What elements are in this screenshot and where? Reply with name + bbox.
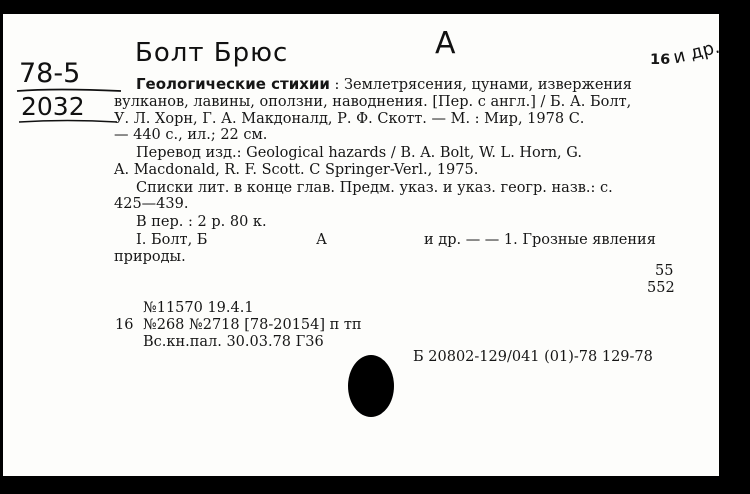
tracing-cont: природы. [114,249,186,265]
desc-line-2: вулканов, лавины, оползни, наводнения. [Пер. с англ.] / Б. А. Болт, [114,94,632,110]
tracing-rest: и др. — — 1. Грозные явления [424,232,656,248]
desc-line-6: A. Macdonald, R. F. Scott. C Springer-Verl., 1975. [114,162,479,178]
call-number-bottom-underline [17,118,127,126]
tracing-author: I. Болт, Б [136,232,208,248]
tracing-a: А [316,232,327,248]
punch-hole [348,355,394,417]
desc-line-4: — 440 с., ил.; 22 см. [114,127,268,143]
library-line: Вс.кн.пал. 30.03.78 Г36 [143,334,324,350]
call-number-bottom: 2032 [21,92,85,121]
class-number-2: 552 [647,280,675,296]
bbk-code: Б 20802-129/041 (01)-78 129-78 [413,349,653,365]
desc-line-8: 425—439. [114,196,189,212]
title-line [136,76,632,93]
title-rest: : Землетрясения, цунами, извержения [329,77,632,93]
desc-line-7: Списки лит. в конце глав. Предм. указ. и указ. геогр. назв.: с. [136,180,613,196]
letter-mark: A [435,26,456,61]
others-mark: и др. [671,36,722,69]
title-bold: Геологические стихии [136,75,330,93]
bottom-number: 16 [115,317,134,333]
author-handwritten: Болт Брюс [135,38,289,68]
order-number: №11570 19.4.1 [143,300,254,316]
price: В пер. : 2 р. 80 к. [136,214,267,230]
corner-number: 16 [650,52,671,68]
card-numbers: №268 №2718 [78-20154] п тп [143,317,362,333]
catalog-card [3,14,722,476]
call-number-top: 78-5 [19,58,81,89]
desc-line-5: Перевод изд.: Geological hazards / B. A. Bolt, W. L. Horn, G. [136,145,582,161]
class-number-1: 55 [655,263,674,279]
desc-line-3: У. Л. Хорн, Г. А. Макдоналд, Р. Ф. Скотт. — М. : Мир, 1978 С. [114,111,585,127]
